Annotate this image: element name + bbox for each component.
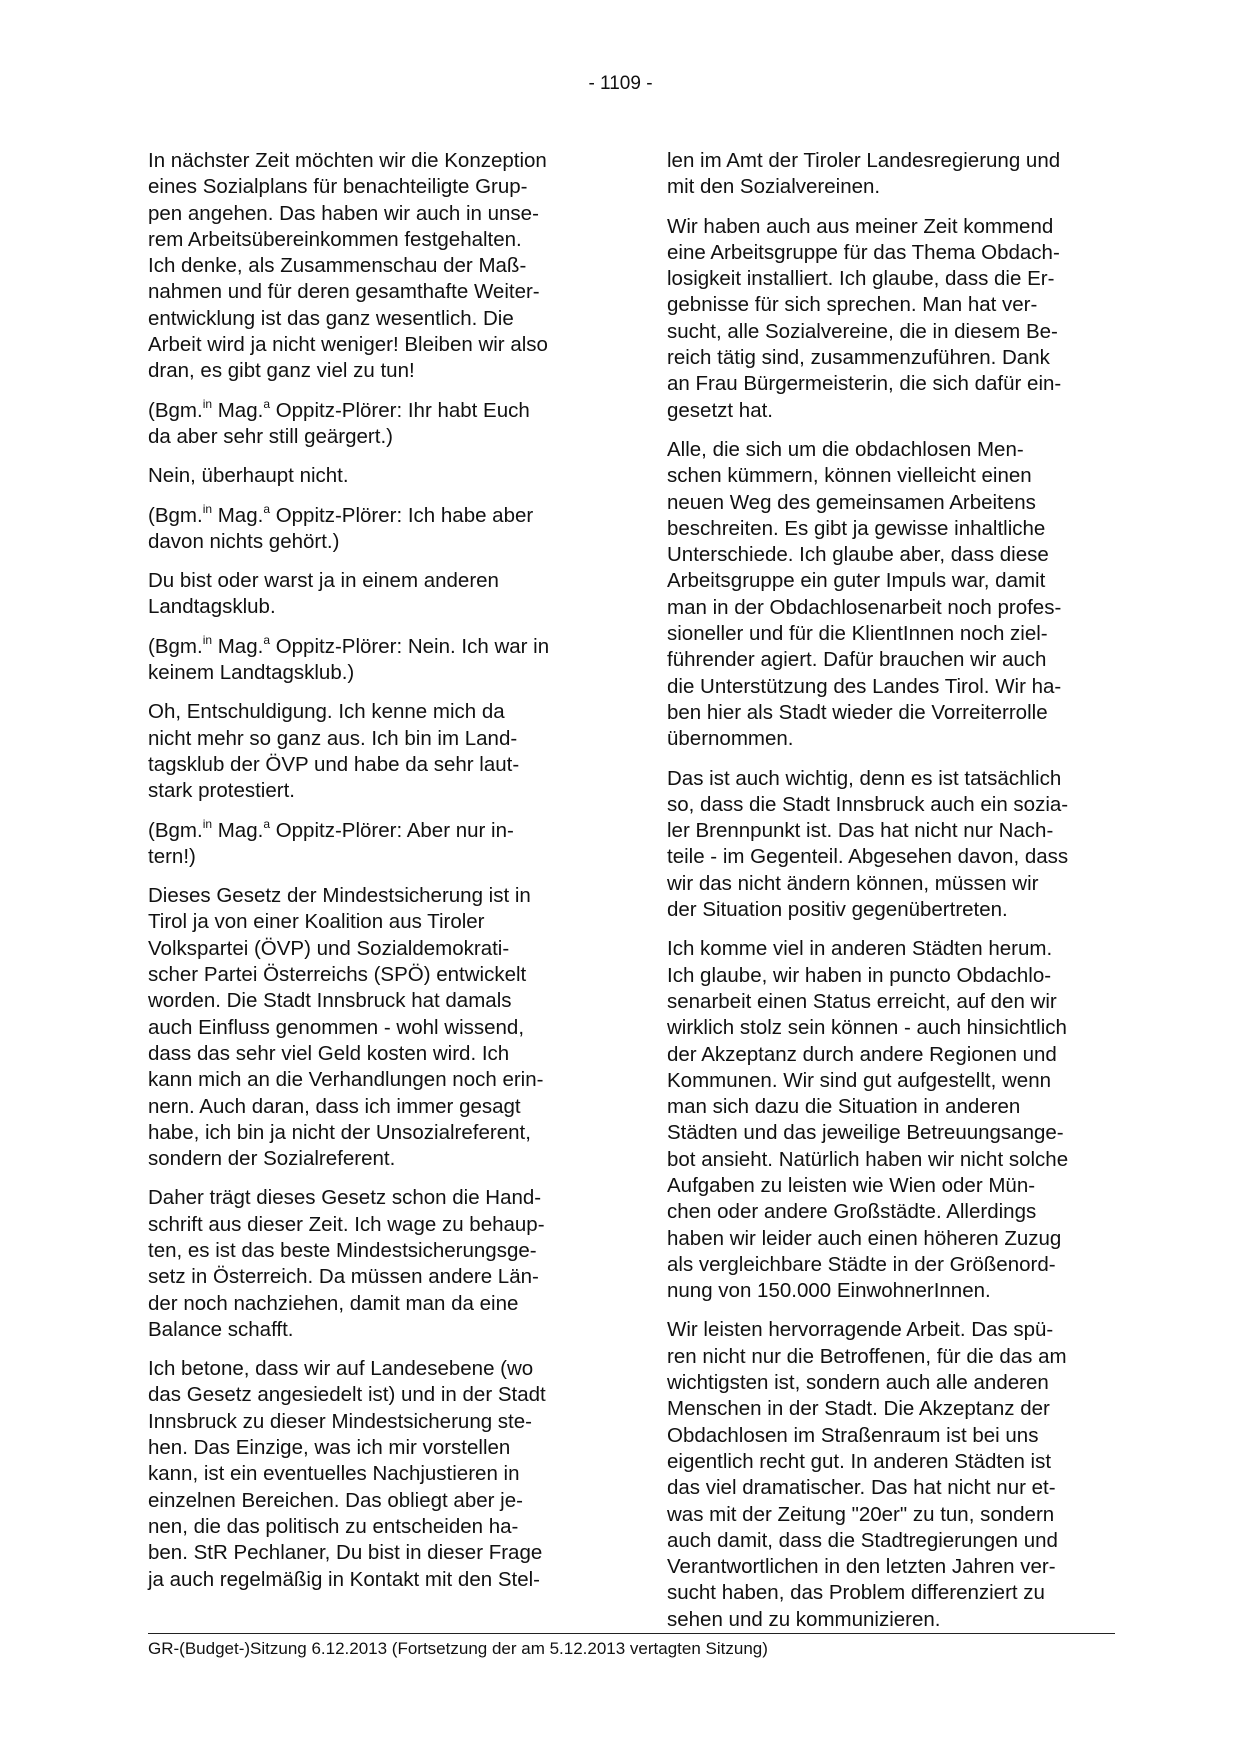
superscript: a	[263, 396, 270, 411]
interjection-text: Oppitz-Plörer: Ich habe aber davon nichts gehört.)	[148, 503, 534, 553]
paragraph: Das ist auch wichtig, denn es ist tatsächlich so, dass die Stadt Innsbruck auch ein sozia- ler Brennpunkt ist. Das hat nicht nur Nach- teile - im Gegenteil. Abgesehen davon, dass wir das nicht ändern können, müssen wir der Situation positiv gegenübertreten.	[667, 766, 1069, 922]
paragraph: Alle, die sich um die obdachlosen Men- schen kümmern, können vielleicht einen neuen Weg des gemeinsamen Arbeitens beschreiten. Es gibt ja gewisse inhaltliche Unterschiede. Ich glaube aber, dass diese Arbeitsgruppe ein guter Impuls war, damit man in der Obdachlosenarbeit noch profes- sioneller und für die KlientInnen noch ziel- führender agiert. Dafür brauchen wir auch die Unterstützung des Landes Tirol. Wir ha- ben hier als Stadt wieder die Vorreiterrolle übernommen.	[667, 437, 1062, 751]
interjection-text: Mag.	[212, 818, 264, 842]
superscript: a	[263, 632, 270, 647]
interjection-text: Oppitz-Plörer: Nein. Ich war in keinem Landtagsklub.)	[148, 634, 550, 685]
superscript: in	[202, 501, 213, 516]
interjection-text: (Bgm.	[148, 398, 203, 422]
superscript: in	[202, 632, 213, 647]
page-number: - 1109 -	[588, 73, 653, 94]
paragraph: Wir haben auch aus meiner Zeit kommend eine Arbeitsgruppe für das Thema Obdach- losigkeit installiert. Ich glaube, dass die Er- gebnisse für sich sprechen. Man hat ver- sucht, alle Sozialvereine, die in diesem Be- reich tätig sind, zusammenzuführen. Dank an Frau Bürgermeisterin, die sich dafür ein- gesetzt hat.	[667, 214, 1062, 422]
paragraph: Nein, überhaupt nicht.	[148, 464, 349, 488]
left-column	[148, 148, 606, 1606]
interjection-text: Oppitz-Plörer: Ihr habt Euch da aber sehr still geärgert.)	[148, 398, 530, 448]
interjection-text: Mag.	[212, 503, 264, 527]
interjection-text: (Bgm.	[148, 503, 203, 527]
interjection	[148, 818, 606, 871]
paragraph: Du bist oder warst ja in einem anderen Landtagsklub.	[148, 569, 499, 619]
footer-session-info: GR-(Budget-)Sitzung 6.12.2013 (Fortsetzung der am 5.12.2013 vertagten Sitzung)	[148, 1639, 768, 1658]
interjection-text: Oppitz-Plörer: Aber nur in- tern!)	[148, 818, 514, 868]
interjection	[148, 398, 606, 451]
interjection-text: (Bgm.	[148, 634, 203, 658]
superscript: in	[202, 396, 213, 411]
superscript: a	[263, 816, 270, 831]
paragraph: Ich komme viel in anderen Städten herum. Ich glaube, wir haben in puncto Obdachlo- senarbeit einen Status erreicht, auf den wir wirklich stolz sein können - auch hinsichtlich der Akzeptanz durch andere Regionen und Kommunen. Wir sind gut aufgestellt, wenn man sich dazu die Situation in anderen Städten und das jeweilige Betreuungsange- bot ansieht. Natürlich haben wir nicht solche Aufgaben zu leisten wie Wien oder Mün- chen oder andere Großstädte. Allerdings haben wir leider auch einen höheren Zuzug als vergleichbare Städte in der Größenord- nung von 150.000 EinwohnerInnen.	[667, 937, 1069, 1303]
paragraph: Oh, Entschuldigung. Ich kenne mich da nicht mehr so ganz aus. Ich bin im Land- tagsklub der ÖVP und habe da sehr laut- stark protestiert.	[148, 700, 520, 803]
interjection	[148, 503, 606, 556]
superscript: a	[263, 501, 270, 516]
interjection-text: Mag.	[212, 634, 264, 658]
interjection	[148, 634, 606, 687]
paragraph: In nächster Zeit möchten wir die Konzeption eines Sozialplans für benachteiligte Grup- pen angehen. Das haben wir auch in unse- rem Arbeitsübereinkommen festgehalten. Ich denke, als Zusammenschau der Maß- nahmen und für deren gesamthafte Weiter- entwicklung ist das ganz wesentlich. Die Arbeit wird ja nicht weniger! Bleiben wir also dran, es gibt ganz viel zu tun!	[148, 149, 548, 383]
paragraph: Wir leisten hervorragende Arbeit. Das spü- ren nicht nur die Betroffenen, für die das am wichtigsten ist, sondern auch alle anderen Menschen in der Stadt. Die Akzeptanz der Obdachlosen im Straßenraum ist bei uns eigentlich recht gut. In anderen Städten ist das viel dramatischer. Das hat nicht nur et- was mit der Zeitung "20er" zu tun, sondern auch damit, dass die Stadtregierungen und Verantwortlichen in den letzten Jahren ver- sucht haben, das Problem differenziert zu sehen und zu kommunizieren.	[667, 1318, 1067, 1631]
interjection-text: (Bgm.	[148, 818, 203, 842]
footer-divider	[148, 1633, 1115, 1634]
paragraph: Ich betone, dass wir auf Landesebene (wo das Gesetz angesiedelt ist) und in der Stadt Innsbruck zu dieser Mindestsicherung ste- hen. Das Einzige, was ich mir vorstellen kann, ist ein eventuelles Nachjustieren in einzelnen Bereichen. Das obliegt aber je- nen, die das politisch zu entscheiden ha- ben. StR Pechlaner, Du bist in dieser Frage ja auch regelmäßig in Kontakt mit den Stel-	[148, 1357, 546, 1591]
paragraph: Dieses Gesetz der Mindestsicherung ist in Tirol ja von einer Koalition aus Tiroler Volkspartei (ÖVP) und Sozialdemokrati- scher Partei Österreichs (SPÖ) entwickelt worden. Die Stadt Innsbruck hat damals auch Einfluss genommen - wohl wissend, dass das sehr viel Geld kosten wird. Ich kann mich an die Verhandlungen noch erin- nern. Auch daran, dass ich immer gesagt habe, ich bin ja nicht der Unsozialreferent, sondern der Sozialreferent.	[148, 884, 544, 1171]
interjection-text: Mag.	[212, 398, 264, 422]
paragraph: Daher trägt dieses Gesetz schon die Hand- schrift aus dieser Zeit. Ich wage zu behaup- ten, es ist das beste Mindestsicherungsge- setz in Österreich. Da müssen andere Län- der noch nachziehen, damit man da eine Balance schafft.	[148, 1186, 545, 1341]
paragraph: len im Amt der Tiroler Landesregierung und mit den Sozialvereinen.	[667, 149, 1061, 199]
right-column	[667, 148, 1125, 1646]
superscript: in	[202, 816, 213, 831]
